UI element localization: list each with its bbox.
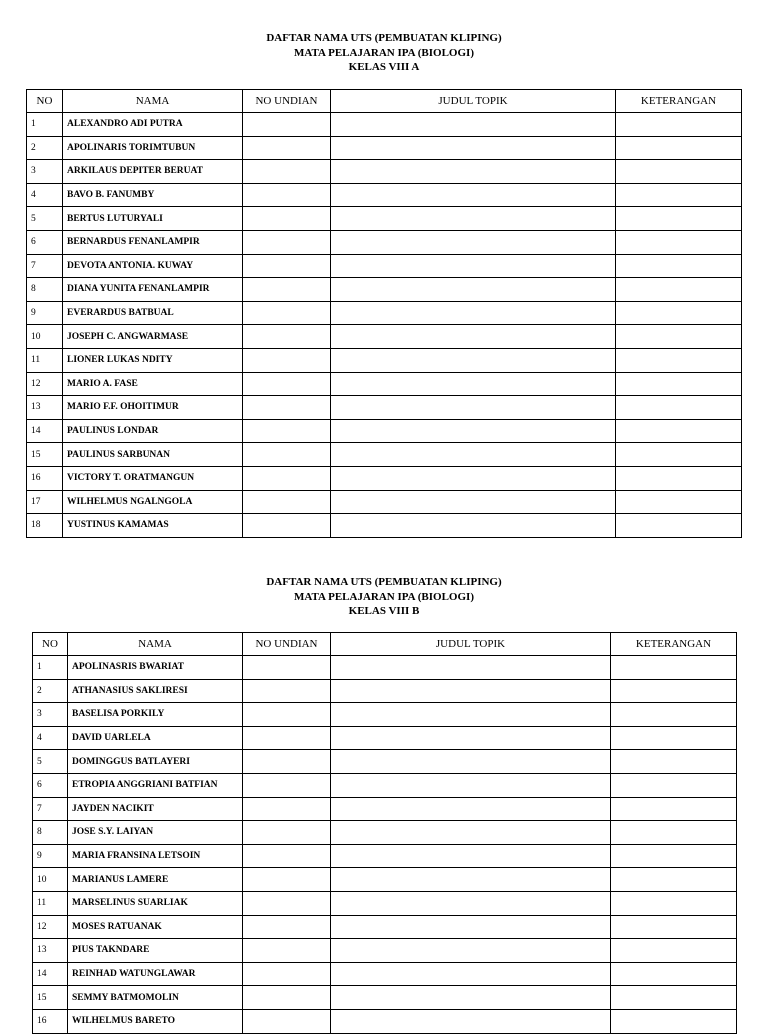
- row-no: 9: [33, 844, 68, 868]
- row-no: 11: [33, 891, 68, 915]
- row-no-undian-cell: [243, 939, 331, 963]
- row-judul-topik-cell: [331, 891, 611, 915]
- row-judul-topik-cell: [331, 797, 611, 821]
- row-keterangan-cell: [616, 136, 742, 160]
- row-keterangan-cell: [616, 278, 742, 302]
- header-no-undian: NO UNDIAN: [243, 633, 331, 656]
- row-keterangan-cell: [611, 726, 737, 750]
- row-no: 1: [27, 113, 63, 137]
- row-no: 4: [33, 726, 68, 750]
- row-judul-topik-cell: [331, 986, 611, 1010]
- row-judul-topik-cell: [331, 419, 616, 443]
- row-keterangan-cell: [611, 773, 737, 797]
- row-judul-topik-cell: [331, 939, 611, 963]
- table-row: [33, 915, 737, 939]
- row-no-undian-cell: [243, 113, 331, 137]
- row-no-undian-cell: [243, 1009, 331, 1033]
- row-nama: MARIA FRANSINA LETSOIN: [68, 844, 243, 868]
- row-no-undian-cell: [243, 821, 331, 845]
- row-no: 7: [27, 254, 63, 278]
- table-row: [33, 939, 737, 963]
- row-nama: ETROPIA ANGGRIANI BATFIAN: [68, 773, 243, 797]
- row-judul-topik-cell: [331, 301, 616, 325]
- row-no: 10: [33, 868, 68, 892]
- row-judul-topik-cell: [331, 514, 616, 538]
- row-no: 5: [33, 750, 68, 774]
- row-judul-topik-cell: [331, 325, 616, 349]
- row-keterangan-cell: [611, 891, 737, 915]
- row-keterangan-cell: [616, 301, 742, 325]
- row-nama: PIUS TAKNDARE: [68, 939, 243, 963]
- row-judul-topik-cell: [331, 726, 611, 750]
- header-no: NO: [33, 633, 68, 656]
- table-row: [33, 750, 737, 774]
- class-a-title-line1: DAFTAR NAMA UTS (PEMBUATAN KLIPING): [266, 32, 502, 44]
- table-row: [33, 797, 737, 821]
- row-judul-topik-cell: [331, 1009, 611, 1033]
- row-no: 15: [33, 986, 68, 1010]
- row-nama: REINHAD WATUNGLAWAR: [68, 962, 243, 986]
- row-keterangan-cell: [611, 939, 737, 963]
- row-judul-topik-cell: [331, 490, 616, 514]
- row-no: 3: [33, 703, 68, 727]
- row-judul-topik-cell: [331, 278, 616, 302]
- row-judul-topik-cell: [331, 230, 616, 254]
- row-no-undian-cell: [243, 325, 331, 349]
- row-no: 12: [33, 915, 68, 939]
- row-keterangan-cell: [611, 1009, 737, 1033]
- row-no: 14: [33, 962, 68, 986]
- row-nama: ALEXANDRO ADI PUTRA: [63, 113, 243, 137]
- table-row: [27, 301, 742, 325]
- row-judul-topik-cell: [331, 844, 611, 868]
- row-nama: MARIANUS LAMERE: [68, 868, 243, 892]
- row-judul-topik-cell: [331, 656, 611, 680]
- row-no-undian-cell: [243, 679, 331, 703]
- row-no: 16: [33, 1009, 68, 1033]
- row-no-undian-cell: [243, 254, 331, 278]
- row-no-undian-cell: [243, 514, 331, 538]
- row-keterangan-cell: [616, 113, 742, 137]
- table-row: [33, 844, 737, 868]
- row-judul-topik-cell: [331, 396, 616, 420]
- row-nama: WILHELMUS NGALNGOLA: [63, 490, 243, 514]
- row-keterangan-cell: [616, 183, 742, 207]
- row-no-undian-cell: [243, 891, 331, 915]
- row-no: 6: [27, 230, 63, 254]
- header-no: NO: [27, 90, 63, 113]
- row-no-undian-cell: [243, 301, 331, 325]
- row-judul-topik-cell: [331, 915, 611, 939]
- row-judul-topik-cell: [331, 821, 611, 845]
- table-row: [33, 891, 737, 915]
- row-judul-topik-cell: [331, 348, 616, 372]
- header-keterangan: KETERANGAN: [611, 633, 737, 656]
- class-b-title-line2: MATA PELAJARAN IPA (BIOLOGI): [294, 590, 474, 603]
- row-keterangan-cell: [616, 419, 742, 443]
- row-no: 11: [27, 348, 63, 372]
- row-judul-topik-cell: [331, 207, 616, 231]
- row-no: 15: [27, 443, 63, 467]
- row-nama: MARIO F.F. OHOITIMUR: [63, 396, 243, 420]
- row-nama: PAULINUS LONDAR: [63, 419, 243, 443]
- row-no-undian-cell: [243, 396, 331, 420]
- class-b-table: [32, 632, 737, 1034]
- row-keterangan-cell: [611, 868, 737, 892]
- row-nama: YUSTINUS KAMAMAS: [63, 514, 243, 538]
- row-no-undian-cell: [243, 490, 331, 514]
- row-no: 2: [33, 679, 68, 703]
- row-judul-topik-cell: [331, 443, 616, 467]
- table-row: [27, 113, 742, 137]
- row-keterangan-cell: [616, 207, 742, 231]
- row-no-undian-cell: [243, 868, 331, 892]
- class-b-title-line3: KELAS VIII B: [348, 605, 420, 617]
- row-nama: WILHELMUS BARETO: [68, 1009, 243, 1033]
- row-keterangan-cell: [611, 962, 737, 986]
- class-a-title: [0, 31, 768, 75]
- row-nama: ARKILAUS DEPITER BERUAT: [63, 160, 243, 184]
- row-no: 4: [27, 183, 63, 207]
- header-no-undian: NO UNDIAN: [243, 90, 331, 113]
- row-no-undian-cell: [243, 773, 331, 797]
- row-no-undian-cell: [243, 443, 331, 467]
- row-nama: ATHANASIUS SAKLIRESI: [68, 679, 243, 703]
- row-nama: PAULINUS SARBUNAN: [63, 443, 243, 467]
- table-row: [27, 325, 742, 349]
- class-a-table: [26, 89, 742, 538]
- row-no-undian-cell: [243, 844, 331, 868]
- table-row: [27, 514, 742, 538]
- row-keterangan-cell: [611, 679, 737, 703]
- table-row: [33, 703, 737, 727]
- row-keterangan-cell: [616, 466, 742, 490]
- table-row: [27, 348, 742, 372]
- row-judul-topik-cell: [331, 466, 616, 490]
- row-no: 8: [33, 821, 68, 845]
- table-row: [33, 1009, 737, 1033]
- table-row: [27, 278, 742, 302]
- row-no: 10: [27, 325, 63, 349]
- row-nama: JOSE S.Y. LAIYAN: [68, 821, 243, 845]
- row-keterangan-cell: [616, 254, 742, 278]
- row-nama: JAYDEN NACIKIT: [68, 797, 243, 821]
- row-nama: SEMMY BATMOMOLIN: [68, 986, 243, 1010]
- row-nama: APOLINARIS TORIMTUBUN: [63, 136, 243, 160]
- table-row: [33, 962, 737, 986]
- row-no-undian-cell: [243, 278, 331, 302]
- row-keterangan-cell: [616, 490, 742, 514]
- table-row: [27, 466, 742, 490]
- table-row: [27, 160, 742, 184]
- table-row: [33, 656, 737, 680]
- row-no-undian-cell: [243, 160, 331, 184]
- row-judul-topik-cell: [331, 160, 616, 184]
- row-keterangan-cell: [611, 750, 737, 774]
- row-nama: BERNARDUS FENANLAMPIR: [63, 230, 243, 254]
- row-no-undian-cell: [243, 183, 331, 207]
- class-a-title-line2: MATA PELAJARAN IPA (BIOLOGI): [294, 46, 474, 59]
- table-row: [27, 183, 742, 207]
- row-no: 16: [27, 466, 63, 490]
- row-judul-topik-cell: [331, 679, 611, 703]
- header-judul-topik: JUDUL TOPIK: [331, 633, 611, 656]
- row-judul-topik-cell: [331, 773, 611, 797]
- table-row: [27, 443, 742, 467]
- row-judul-topik-cell: [331, 136, 616, 160]
- row-no: 18: [27, 514, 63, 538]
- row-no: 9: [27, 301, 63, 325]
- row-no-undian-cell: [243, 207, 331, 231]
- row-keterangan-cell: [616, 325, 742, 349]
- row-keterangan-cell: [616, 443, 742, 467]
- table-row: [27, 230, 742, 254]
- row-no-undian-cell: [243, 915, 331, 939]
- row-no-undian-cell: [243, 136, 331, 160]
- row-keterangan-cell: [611, 656, 737, 680]
- row-no: 12: [27, 372, 63, 396]
- row-no: 3: [27, 160, 63, 184]
- row-no-undian-cell: [243, 797, 331, 821]
- row-no-undian-cell: [243, 750, 331, 774]
- row-nama: MARIO A. FASE: [63, 372, 243, 396]
- row-keterangan-cell: [616, 514, 742, 538]
- row-no: 17: [27, 490, 63, 514]
- class-b-title-line1: DAFTAR NAMA UTS (PEMBUATAN KLIPING): [266, 576, 502, 588]
- row-nama: BERTUS LUTURYALI: [63, 207, 243, 231]
- row-nama: APOLINASRIS BWARIAT: [68, 656, 243, 680]
- row-nama: VICTORY T. ORATMANGUN: [63, 466, 243, 490]
- table-row: [33, 726, 737, 750]
- table-row: [27, 419, 742, 443]
- table-row: [33, 679, 737, 703]
- table-row: [27, 396, 742, 420]
- row-nama: BASELISA PORKILY: [68, 703, 243, 727]
- row-no: 14: [27, 419, 63, 443]
- row-no-undian-cell: [243, 703, 331, 727]
- row-no-undian-cell: [243, 419, 331, 443]
- row-nama: BAVO B. FANUMBY: [63, 183, 243, 207]
- row-nama: DAVID UARLELA: [68, 726, 243, 750]
- header-nama: NAMA: [68, 633, 243, 656]
- row-nama: DEVOTA ANTONIA. KUWAY: [63, 254, 243, 278]
- row-nama: EVERARDUS BATBUAL: [63, 301, 243, 325]
- row-nama: MOSES RATUANAK: [68, 915, 243, 939]
- row-judul-topik-cell: [331, 703, 611, 727]
- row-no-undian-cell: [243, 230, 331, 254]
- row-no: 1: [33, 656, 68, 680]
- row-keterangan-cell: [616, 372, 742, 396]
- table-header-row: [33, 633, 737, 656]
- row-judul-topik-cell: [331, 372, 616, 396]
- row-keterangan-cell: [616, 230, 742, 254]
- row-judul-topik-cell: [331, 750, 611, 774]
- table-row: [27, 136, 742, 160]
- table-row: [27, 490, 742, 514]
- row-keterangan-cell: [616, 396, 742, 420]
- row-nama: JOSEPH C. ANGWARMASE: [63, 325, 243, 349]
- header-nama: NAMA: [63, 90, 243, 113]
- row-judul-topik-cell: [331, 254, 616, 278]
- row-keterangan-cell: [616, 160, 742, 184]
- header-keterangan: KETERANGAN: [616, 90, 742, 113]
- row-no: 2: [27, 136, 63, 160]
- table-row: [27, 254, 742, 278]
- table-header-row: [27, 90, 742, 113]
- table-row: [27, 207, 742, 231]
- row-no-undian-cell: [243, 348, 331, 372]
- row-no-undian-cell: [243, 986, 331, 1010]
- row-nama: MARSELINUS SUARLIAK: [68, 891, 243, 915]
- row-keterangan-cell: [611, 915, 737, 939]
- row-no-undian-cell: [243, 372, 331, 396]
- row-no: 13: [33, 939, 68, 963]
- header-judul-topik: JUDUL TOPIK: [331, 90, 616, 113]
- row-nama: DOMINGGUS BATLAYERI: [68, 750, 243, 774]
- row-no-undian-cell: [243, 962, 331, 986]
- row-no: 5: [27, 207, 63, 231]
- table-row: [33, 821, 737, 845]
- row-no-undian-cell: [243, 466, 331, 490]
- row-keterangan-cell: [616, 348, 742, 372]
- table-row: [33, 868, 737, 892]
- row-no: 6: [33, 773, 68, 797]
- row-keterangan-cell: [611, 703, 737, 727]
- row-judul-topik-cell: [331, 183, 616, 207]
- class-b-title: [0, 575, 768, 619]
- row-no-undian-cell: [243, 656, 331, 680]
- row-keterangan-cell: [611, 797, 737, 821]
- row-keterangan-cell: [611, 821, 737, 845]
- table-row: [33, 986, 737, 1010]
- row-nama: LIONER LUKAS NDITY: [63, 348, 243, 372]
- row-judul-topik-cell: [331, 113, 616, 137]
- row-no-undian-cell: [243, 726, 331, 750]
- row-judul-topik-cell: [331, 868, 611, 892]
- row-no: 13: [27, 396, 63, 420]
- row-no: 8: [27, 278, 63, 302]
- table-row: [27, 372, 742, 396]
- row-keterangan-cell: [611, 986, 737, 1010]
- class-a-title-line3: KELAS VIII A: [348, 61, 420, 73]
- row-no: 7: [33, 797, 68, 821]
- row-nama: DIANA YUNITA FENANLAMPIR: [63, 278, 243, 302]
- table-row: [33, 773, 737, 797]
- row-keterangan-cell: [611, 844, 737, 868]
- row-judul-topik-cell: [331, 962, 611, 986]
